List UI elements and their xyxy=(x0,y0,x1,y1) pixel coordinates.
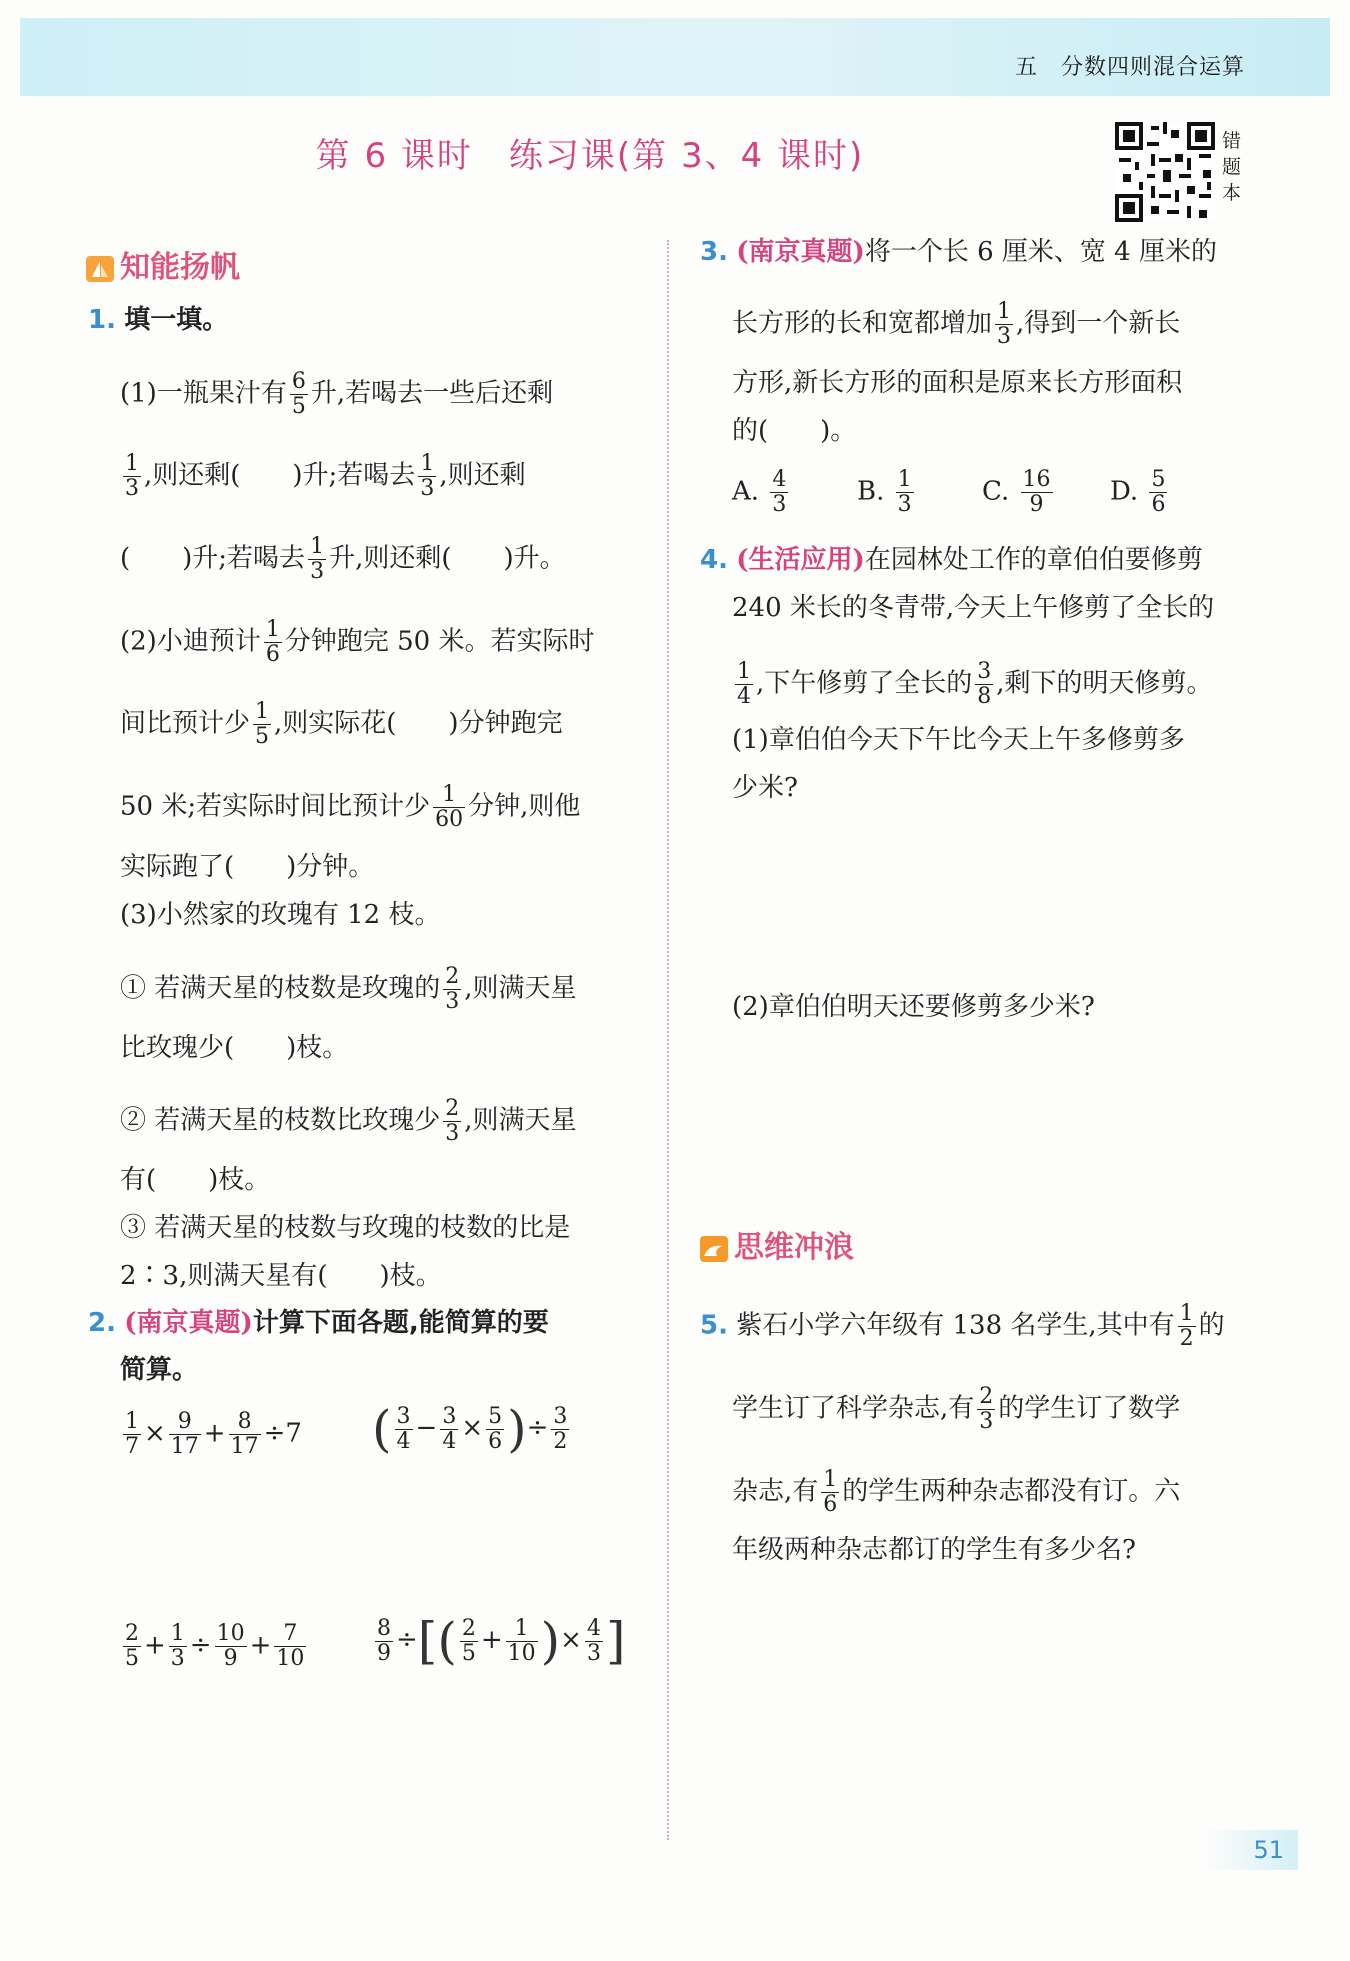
fraction xyxy=(460,1617,478,1666)
qr-code-icon[interactable] xyxy=(1115,122,1215,222)
q1-p2-line4: 实际跑了( )分钟。 xyxy=(120,852,375,882)
denominator: 3 xyxy=(445,1121,460,1146)
fraction xyxy=(123,1622,141,1671)
numerator: 1 xyxy=(433,783,465,808)
q3-line3: 方形,新长方形的面积是原来长方形面积 xyxy=(732,368,1183,398)
numerator: 1 xyxy=(897,467,912,492)
operator: − xyxy=(415,1413,438,1443)
source-tag: (生活应用) xyxy=(736,545,865,575)
section-heading-left xyxy=(86,242,240,286)
numerator: 6 xyxy=(291,369,306,394)
numerator: 3 xyxy=(553,1403,568,1429)
q1-p3-c-line2: 2∶3,则满天星有( )枝。 xyxy=(120,1261,442,1291)
text: ,则满天星 xyxy=(464,973,577,1004)
fraction xyxy=(215,1622,247,1671)
fraction xyxy=(443,965,461,1014)
denominator: 3 xyxy=(897,492,912,517)
numerator: 1 xyxy=(170,1621,185,1646)
source-tag: (南京真题) xyxy=(736,237,865,267)
q2-stem-text: 计算下面各题,能简算的要 xyxy=(252,1308,549,1338)
calc-expression-2 xyxy=(372,1400,572,1458)
q5-line4: 年级两种杂志都订的学生有多少名? xyxy=(732,1535,1136,1565)
denominator: 9 xyxy=(223,1646,238,1671)
q1-stem-text: 填一填。 xyxy=(124,305,229,335)
sail-icon xyxy=(86,256,114,282)
option-label: A. xyxy=(732,476,760,507)
option-label: D. xyxy=(1110,476,1139,507)
chapter-title: 五 分数四则混合运算 xyxy=(1014,55,1245,80)
denominator: 2 xyxy=(553,1428,568,1454)
fraction xyxy=(995,300,1013,349)
denominator: 8 xyxy=(977,684,992,709)
denominator: 10 xyxy=(507,1640,536,1666)
denominator: 5 xyxy=(125,1646,139,1671)
fraction xyxy=(264,618,282,667)
question-number: 5. xyxy=(700,1310,728,1341)
text: ( )升;若喝去 xyxy=(120,543,306,574)
fraction xyxy=(375,1617,393,1666)
numerator: 1 xyxy=(265,617,280,642)
calc-expression-1 xyxy=(120,1410,302,1459)
qr-label: 错题本 xyxy=(1222,130,1242,204)
denominator: 3 xyxy=(170,1646,185,1671)
text: 升,则还剩( )升。 xyxy=(329,543,566,574)
q1-stem xyxy=(88,305,228,335)
fraction xyxy=(308,535,326,584)
operator: + xyxy=(144,1630,166,1661)
q1-p3-a-line2: 比玫瑰少( )枝。 xyxy=(120,1033,349,1063)
operator: ÷ xyxy=(189,1630,212,1661)
option-c[interactable] xyxy=(982,468,1110,517)
denominator: 2 xyxy=(1179,1326,1194,1351)
numerator: 1 xyxy=(737,659,751,684)
numerator: 9 xyxy=(169,1410,201,1435)
denominator: 4 xyxy=(396,1428,411,1454)
text: 的 xyxy=(1198,1310,1225,1341)
fraction xyxy=(896,468,914,517)
bracket: [ xyxy=(417,1612,438,1670)
fraction xyxy=(1178,1302,1196,1351)
text: 分钟,则他 xyxy=(468,791,581,822)
numerator: 3 xyxy=(977,659,992,684)
fraction xyxy=(274,1622,306,1671)
numerator: 10 xyxy=(216,1621,245,1646)
q3-line1 xyxy=(700,237,1217,267)
column-divider xyxy=(667,240,669,1840)
text: 间比预计少 xyxy=(120,708,251,739)
question-number: 1. xyxy=(88,305,116,335)
operator: × xyxy=(144,1418,166,1449)
fraction xyxy=(443,1097,461,1146)
fraction xyxy=(770,468,788,517)
q1-p3-b-line1 xyxy=(120,1097,577,1146)
operator: + xyxy=(480,1625,503,1655)
fraction xyxy=(169,1410,201,1459)
denominator: 6 xyxy=(823,1492,838,1517)
q4-sub1-line2: 少米? xyxy=(732,773,798,803)
numerator: 1 xyxy=(255,699,270,724)
denominator: 5 xyxy=(461,1640,476,1666)
paren: ( xyxy=(437,1612,457,1670)
denominator: 4 xyxy=(442,1428,457,1454)
fraction xyxy=(551,1405,569,1454)
operator: ÷ xyxy=(526,1413,549,1443)
numerator: 16 xyxy=(1022,467,1051,492)
denominator: 6 xyxy=(265,642,280,667)
q5-line3 xyxy=(732,1468,1180,1517)
numerator: 2 xyxy=(125,1621,139,1646)
fraction xyxy=(123,1410,141,1459)
text: ,得到一个新长 xyxy=(1016,308,1181,339)
numerator: 1 xyxy=(1179,1301,1194,1326)
q1-p1-line1 xyxy=(120,370,553,419)
operator: × xyxy=(560,1625,582,1655)
denominator: 4 xyxy=(737,684,751,709)
question-number: 3. xyxy=(700,237,728,267)
q1-p2-line3 xyxy=(120,783,580,832)
page-number: 51 xyxy=(1204,1830,1298,1870)
q1-p1-line3 xyxy=(120,535,566,584)
fraction xyxy=(735,660,753,709)
numerator: 7 xyxy=(274,1622,306,1647)
denominator: 10 xyxy=(276,1646,305,1671)
q4-line2: 240 米长的冬青带,今天上午修剪了全长的 xyxy=(732,593,1215,623)
numerator: 2 xyxy=(979,1384,994,1409)
q2-stem-line2: 简算。 xyxy=(120,1355,199,1385)
numerator: 1 xyxy=(823,1467,838,1492)
fraction xyxy=(395,1405,413,1454)
q3-line2 xyxy=(732,300,1180,349)
denominator: 7 xyxy=(125,1434,139,1459)
q1-p3-c-line1: ③ 若满天星的枝数与玫瑰的枝数的比是 xyxy=(120,1213,571,1243)
numerator: 5 xyxy=(1151,467,1166,492)
numerator: 8 xyxy=(229,1410,261,1435)
q4-line1 xyxy=(700,545,1203,575)
numerator: 8 xyxy=(377,1615,391,1641)
denominator: 9 xyxy=(1029,492,1044,517)
section-heading-right-text: 思维冲浪 xyxy=(734,1230,854,1265)
text: (1)一瓶果汁有 xyxy=(120,378,287,409)
fraction xyxy=(486,1405,504,1454)
section-heading-left-text: 知能扬帆 xyxy=(120,250,240,285)
denominator: 60 xyxy=(435,807,464,832)
calc-expression-4 xyxy=(372,1612,626,1670)
denominator: 5 xyxy=(291,394,306,419)
denominator: 6 xyxy=(488,1428,503,1454)
option-label: C. xyxy=(982,476,1010,507)
q5-line2 xyxy=(732,1385,1180,1434)
denominator: 5 xyxy=(255,724,270,749)
fraction xyxy=(433,783,465,832)
q5-line1 xyxy=(700,1302,1225,1351)
numerator: 4 xyxy=(772,467,787,492)
text: (2)小迪预计 xyxy=(120,626,261,657)
source-tag: (南京真题) xyxy=(124,1308,253,1338)
option-d[interactable] xyxy=(1110,468,1230,517)
denominator: 3 xyxy=(997,324,1012,349)
text: ,则还剩( )升;若喝去 xyxy=(144,460,416,491)
fraction xyxy=(1021,468,1053,517)
numerator: 2 xyxy=(461,1615,476,1641)
calc-expression-3 xyxy=(120,1622,309,1671)
q4-sub2: (2)章伯伯明天还要修剪多少米? xyxy=(732,992,1095,1022)
q3-options xyxy=(732,468,1252,517)
denominator: 9 xyxy=(377,1640,391,1666)
fraction xyxy=(253,700,271,749)
text: ,则满天星 xyxy=(464,1105,577,1136)
denominator: 3 xyxy=(772,492,787,517)
denominator: 3 xyxy=(445,989,460,1014)
question-number: 4. xyxy=(700,545,728,575)
fraction xyxy=(975,660,993,709)
q2-stem xyxy=(88,1308,549,1338)
numerator: 3 xyxy=(442,1403,457,1429)
fraction xyxy=(440,1405,458,1454)
fraction xyxy=(585,1617,603,1666)
operator: ÷ xyxy=(396,1625,418,1655)
lesson-title: 第 6 课时 练习课(第 3、4 课时) xyxy=(315,136,865,176)
denominator: 3 xyxy=(979,1409,994,1434)
text: 分钟跑完 50 米。若实际时 xyxy=(284,626,595,657)
fraction xyxy=(977,1385,995,1434)
q1-p2-line1 xyxy=(120,618,594,667)
option-b[interactable] xyxy=(857,468,982,517)
text: 长方形的长和宽都增加 xyxy=(732,308,993,339)
q3-line4: 的( )。 xyxy=(732,416,857,446)
denominator: 17 xyxy=(170,1434,199,1459)
operator: × xyxy=(461,1413,484,1443)
text: 的学生两种杂志都没有订。六 xyxy=(842,1476,1181,1507)
text: ,则实际花( )分钟跑完 xyxy=(274,708,563,739)
fraction xyxy=(169,1622,187,1671)
text: 紫石小学六年级有 138 名学生,其中有 xyxy=(736,1310,1175,1341)
text: 的学生订了数学 xyxy=(998,1393,1181,1424)
denominator: 3 xyxy=(586,1640,601,1666)
numerator: 1 xyxy=(997,299,1012,324)
fraction xyxy=(123,452,141,501)
wave-icon xyxy=(700,1236,728,1262)
fraction xyxy=(1149,468,1167,517)
text: ,则还剩 xyxy=(439,460,526,491)
text: 将一个长 6 厘米、宽 4 厘米的 xyxy=(864,237,1217,267)
text: 50 米;若实际时间比预计少 xyxy=(120,791,431,822)
q4-line3 xyxy=(732,660,1213,709)
paren: ) xyxy=(540,1612,561,1670)
operator: + xyxy=(249,1630,272,1661)
text: ,剩下的明天修剪。 xyxy=(996,668,1213,699)
text: 升,若喝去一些后还剩 xyxy=(310,378,554,409)
numerator: 1 xyxy=(310,534,325,559)
fraction xyxy=(229,1410,261,1459)
paren: ) xyxy=(507,1400,527,1458)
numerator: 5 xyxy=(488,1403,503,1429)
option-a[interactable] xyxy=(732,468,857,517)
denominator: 3 xyxy=(310,559,325,584)
q4-sub1-line1: (1)章伯伯今天下午比今天上午多修剪多 xyxy=(732,725,1185,755)
text: 在园林处工作的章伯伯要修剪 xyxy=(864,545,1203,575)
operator: + xyxy=(203,1418,226,1449)
numerator: 2 xyxy=(445,1096,460,1121)
numerator: 2 xyxy=(445,964,460,989)
q1-p3-a-line1 xyxy=(120,965,577,1014)
text: 杂志,有 xyxy=(732,1476,819,1507)
fraction xyxy=(821,1468,839,1517)
denominator: 3 xyxy=(125,476,139,501)
text: ② 若满天星的枝数比玫瑰少 xyxy=(120,1105,441,1136)
numerator: 1 xyxy=(125,451,139,476)
q1-p2-line2 xyxy=(120,700,563,749)
denominator: 3 xyxy=(420,476,435,501)
numerator: 1 xyxy=(506,1617,538,1642)
q1-p3-line1: (3)小然家的玫瑰有 12 枝。 xyxy=(120,900,441,930)
section-heading-right xyxy=(700,1222,854,1266)
bracket: ] xyxy=(605,1612,626,1670)
q1-p3-b-line2: 有( )枝。 xyxy=(120,1165,271,1195)
option-label: B. xyxy=(857,476,885,507)
text: 学生订了科学杂志,有 xyxy=(732,1393,975,1424)
question-number: 2. xyxy=(88,1308,116,1338)
fraction xyxy=(418,452,436,501)
fraction xyxy=(290,370,308,419)
denominator: 17 xyxy=(230,1434,259,1459)
denominator: 6 xyxy=(1151,492,1166,517)
text: ① 若满天星的枝数是玫瑰的 xyxy=(120,973,441,1004)
q1-p1-line2 xyxy=(120,452,526,501)
numerator: 3 xyxy=(396,1403,411,1429)
fraction xyxy=(506,1617,538,1666)
text: ÷7 xyxy=(263,1418,302,1449)
paren: ( xyxy=(372,1400,392,1458)
numerator: 1 xyxy=(125,1409,139,1434)
numerator: 1 xyxy=(420,451,435,476)
numerator: 4 xyxy=(586,1615,601,1641)
text: ,下午修剪了全长的 xyxy=(756,668,973,699)
